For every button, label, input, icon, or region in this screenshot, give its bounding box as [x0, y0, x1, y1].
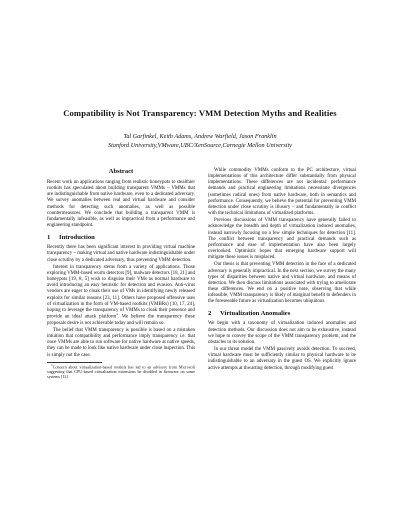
intro-paragraph-2-end: . We believe the transparency these proposals desire is not achievable today and will remain so.: [47, 314, 195, 326]
abstract-heading: Abstract: [108, 168, 134, 175]
body-paragraph-1: While commodity VMMs conform to the PC architecture, virtual implementations of this architecture differ substantially from physical implementations. These differences are not incidental: performance demands and practical engineering limitations necessitate divergences (sometimes radical ones) from native hardware, both in semantics and performance. Consequently, we believe the potential for preventing VMM detection under close scrutiny is illusory – and fundamentally in conflict with the technical limitations of virtualized platforms.: [208, 168, 356, 217]
intro-paragraph-1: Recently there has been significant interest in providing virtual machine transparency – making virtual and native hardware indistinguishable under close scrutiny by a dedicated adversary, thus preventing VMM detection.: [47, 245, 195, 263]
abstract-text: Recent work on applications ranging from realistic honeypots to stealthier rootkits has speculated about building transparent VMMs – VMMs that are indistinguishable from native hardware, even to a dedicated adversary. We survey anomalies between real and virtual hardware and consider methods for detecting such anomalies, as well as possible countermeasures. We conclude that building a transparent VMM is fundamentally infeasible, as well as impractical from a performance and engineering standpoint.: [47, 180, 195, 229]
body-paragraph-2: Previous discussions of VMM transparency have generally failed to acknowledge the breadth and depth of virtualization induced anomalies, instead narrowly focusing on a few simple techniques for detection [11]. The conflict between transparency and practical demands such as performance and ease of implementation have also been largely overlooked. Optimistic hopes that emerging hardware support will mitigate these issues is misplaced.: [208, 218, 356, 261]
intro-paragraph-2-text: Interest in transparency stems from a variety of applications. Those exploring VMM-based worm detectors [9], malware detectors [18, 21] and honeypots [19, 8, 5] wish to disguise their VMs as normal hardware to avoid introducing an easy heuristic for detection and evasion. Anti-virus vendors are eager to cloak their use of VMs in identifying newly released exploits for similar reasons [23, 11]. Others have proposed offensive uses of virtualization in the form of VM-based rootkits (VMBRs) [10, 17, 24], hoping to leverage the transparency of VMMs to cloak their presence and provide an ideal attack platform: [47, 264, 195, 320]
author-names: Tal Garfinkel, Keith Adams, Andrew Warfield, Jason Franklin: [123, 133, 277, 140]
footnote-number: 1: [51, 362, 53, 367]
body-paragraph-4: We begin with a taxonomy of virtualization induced anomalies and detection methods. Our discussion does not aim to be exhaustive, instead we hope to convey the scope of the VMM transparency problem, and the obstacles to its solution.: [208, 321, 356, 345]
body-paragraph-3: Our thesis is that preventing VMM detection in the face of a dedicated adversary is generally impractical. In the next section, we survey the many types of disparities between native and virtual hardware, and means of detection. We then discuss limitations associated with trying to ameliorate these differences. We end on a positive note, observing that while infeasible, VMM transparency is likely of marginal benefit to defenders in the foreseeable future as virtualization becomes ubiquitous.: [208, 262, 356, 305]
section-heading-introduction: [47, 234, 195, 242]
section-title: Introduction: [59, 234, 95, 242]
section-number: 1: [47, 234, 51, 242]
footnote-text: Concern about virtualization-based rootkits has led to an advisory from Microsoft suggesting that CPU-based virtualization extensions be disabled in firmware on some systems [12].: [47, 364, 195, 379]
intro-paragraph-2: [47, 265, 195, 327]
author-block: [0, 133, 400, 151]
intro-paragraph-3: The belief that VMM transparency is possible is based on a mistaken intuition that compatibility and performance imply transparency i.e. that once VMMs are able to run software for native hardware at native speeds, they can be made to look like native hardware under close inspection. This is simply not the case.: [47, 327, 195, 358]
footnote-marker: 1: [116, 311, 118, 316]
footnote-divider: [47, 362, 102, 363]
paper-title: Compatibility is Not Transparency: VMM Detection Myths and Realities: [63, 108, 337, 118]
body-paragraph-5: In our threat model the VMM passively avoids detection. To succeed, virtual hardware must be sufficiently similar to physical hardware to be indistinguishable to an adversary in the guest OS. We explicitly ignore active attempts at thwarting detection, through modifying guest: [208, 347, 356, 371]
footnote: [47, 362, 195, 380]
left-column: [47, 168, 195, 380]
section-number: 2: [208, 310, 212, 318]
section-title: Virtualization Anomalies: [220, 310, 291, 318]
right-column: [208, 168, 356, 373]
author-affiliations: Stanford University,VMware,UBC/XenSource,Carnegie Mellon University: [108, 141, 292, 149]
section-heading-virtualization-anomalies: [208, 310, 356, 318]
